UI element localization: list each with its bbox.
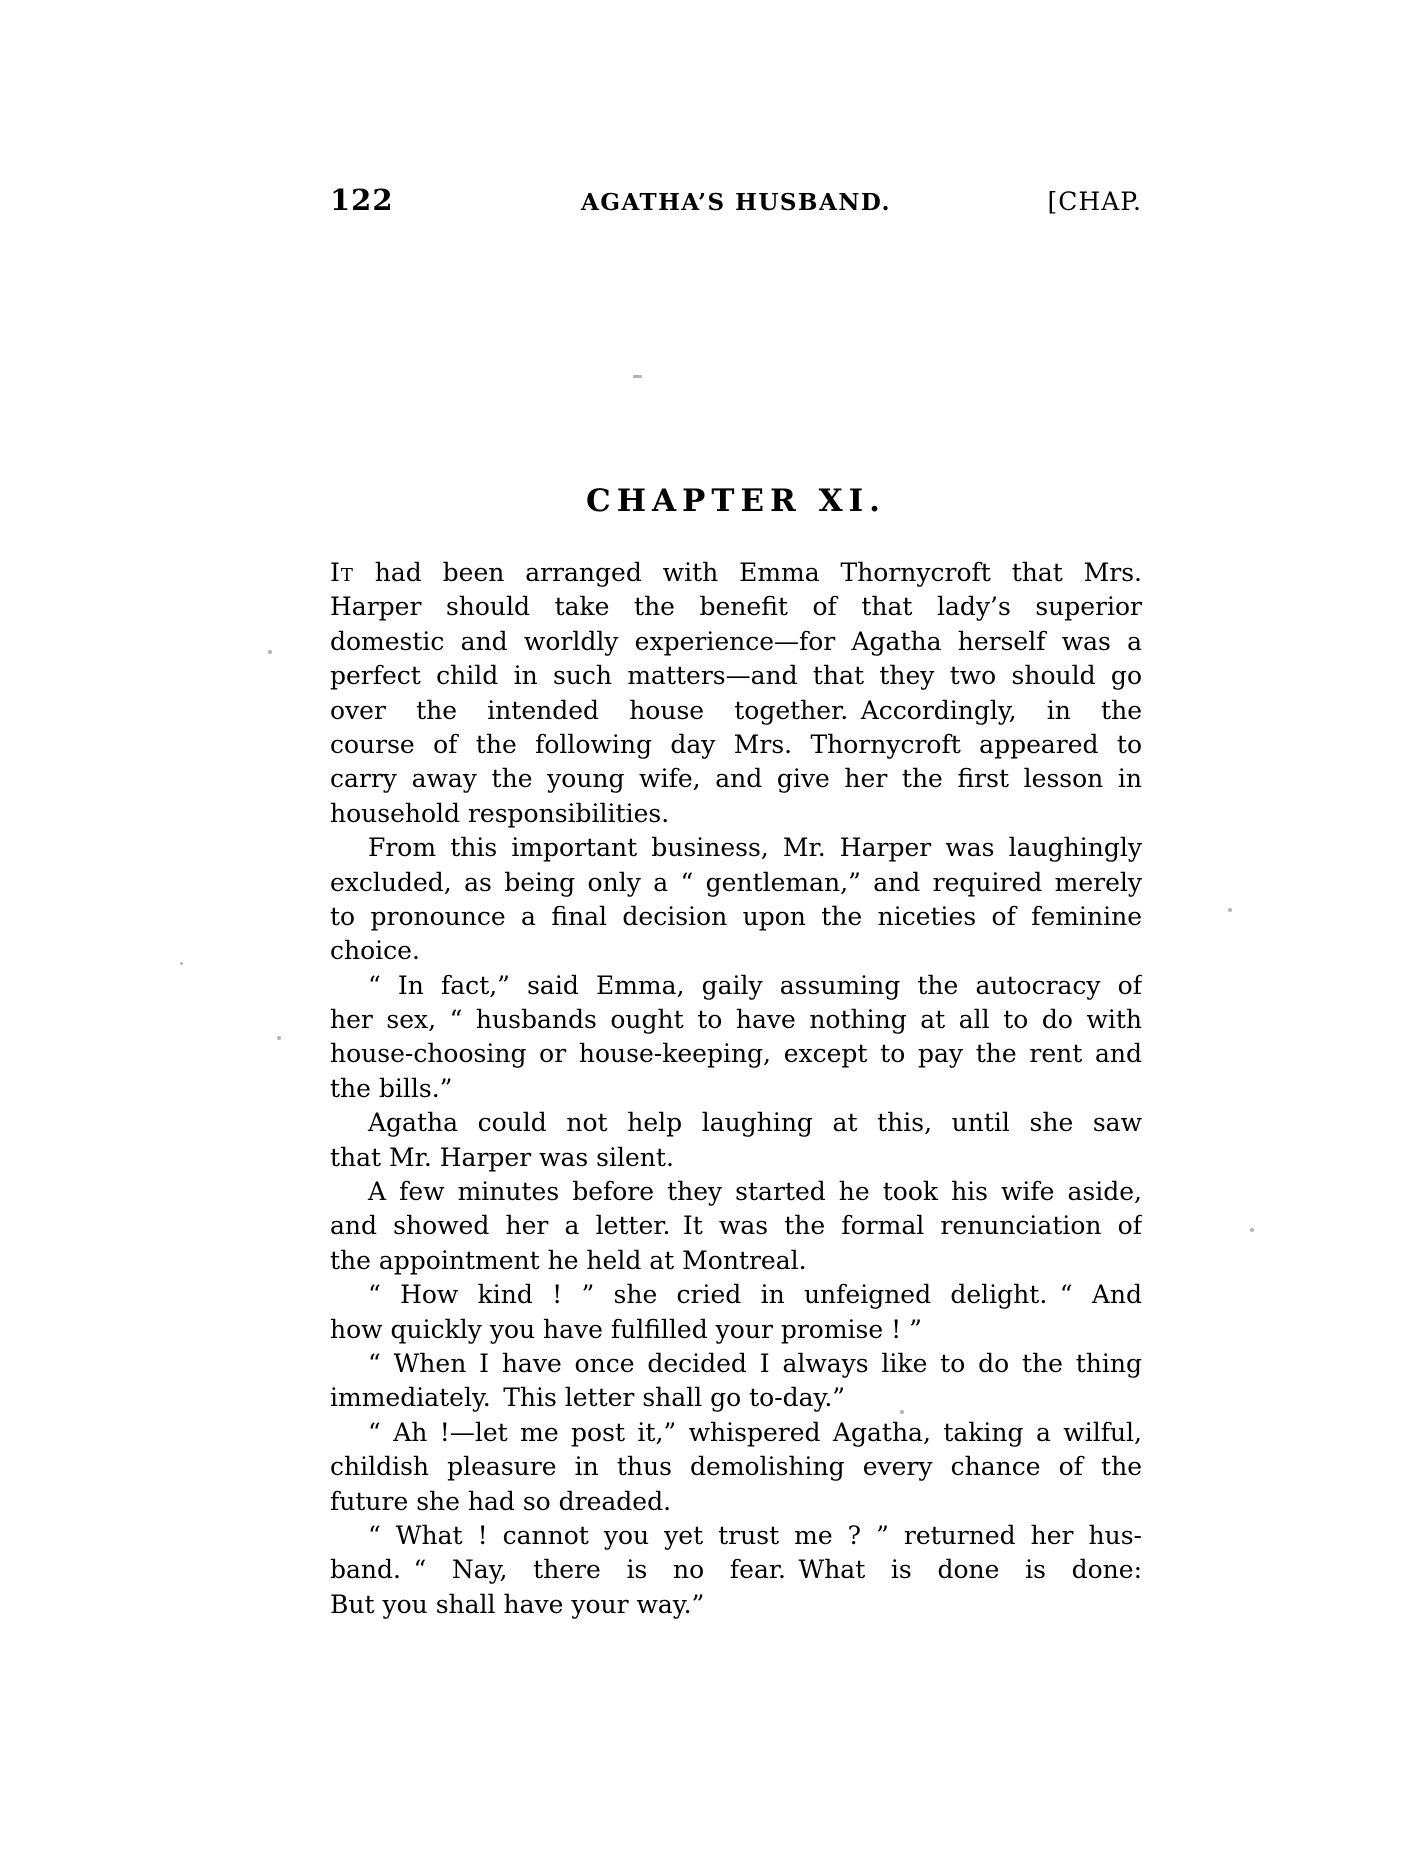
text-line: “ What ! cannot you yet trust me ? ” returned her hus- bbox=[368, 1520, 1142, 1550]
text-line: band. “ Nay, there is no fear. What is done is done: bbox=[330, 1555, 1142, 1585]
lead-word: It bbox=[330, 558, 354, 587]
text-line: and showed her a letter. It was the formal renunciation of bbox=[330, 1211, 1142, 1241]
running-title: AGATHA’S HUSBAND. bbox=[580, 189, 891, 216]
text-line: her sex, “ husbands ought to have nothing at all to do with bbox=[330, 1005, 1142, 1035]
paragraph bbox=[330, 1175, 1142, 1278]
text-line: immediately. This letter shall go to-day.” bbox=[330, 1383, 846, 1413]
text-line: house-choosing or house-keeping, except to pay the rent and bbox=[330, 1039, 1142, 1069]
scan-artifact bbox=[633, 375, 642, 378]
text-line bbox=[330, 556, 1142, 590]
text-line: course of the following day Mrs. Thornycroft appeared to bbox=[330, 729, 1142, 759]
text-line: that Mr. Harper was silent. bbox=[330, 1142, 674, 1172]
text-line: “ How kind ! ” she cried in unfeigned delight. “ And bbox=[368, 1280, 1142, 1310]
page-number: 122 bbox=[330, 183, 394, 217]
text-line: how quickly you have fulfilled your promise ! ” bbox=[330, 1314, 922, 1344]
running-header bbox=[330, 183, 1142, 217]
scan-artifact bbox=[268, 650, 272, 654]
text-line: “ When I have once decided I always like to do the thing bbox=[368, 1348, 1142, 1378]
text-line: domestic and worldly experience—for Agatha herself was a bbox=[330, 626, 1142, 656]
scan-artifact bbox=[900, 1410, 904, 1414]
text-line: perfect child in such matters—and that they two should go bbox=[330, 661, 1142, 691]
text-line: the appointment he held at Montreal. bbox=[330, 1245, 807, 1275]
text-line: to pronounce a final decision upon the niceties of feminine bbox=[330, 901, 1142, 931]
scan-artifact bbox=[1228, 908, 1232, 912]
paragraph bbox=[330, 1106, 1142, 1175]
paragraph bbox=[330, 556, 1142, 831]
text-line: household responsibilities. bbox=[330, 798, 670, 828]
line-text: had been arranged with Emma Thornycroft that Mrs. bbox=[374, 558, 1142, 587]
text-line: choice. bbox=[330, 936, 420, 966]
paragraph bbox=[330, 1416, 1142, 1519]
text-line: Harper should take the benefit of that lady’s superior bbox=[330, 592, 1142, 622]
scan-artifact bbox=[277, 1036, 281, 1040]
paragraph bbox=[330, 831, 1142, 969]
text-line: the bills.” bbox=[330, 1073, 453, 1103]
text-line: excluded, as being only a “ gentleman,” and required merely bbox=[330, 867, 1142, 897]
paragraph bbox=[330, 1519, 1142, 1622]
text-line: future she had so dreaded. bbox=[330, 1486, 672, 1516]
text-line: over the intended house together. Accordingly, in the bbox=[330, 695, 1142, 725]
paragraph bbox=[330, 1347, 1142, 1416]
paragraph bbox=[330, 969, 1142, 1107]
text-line: But you shall have your way.” bbox=[330, 1589, 705, 1619]
chapter-heading: CHAPTER XI. bbox=[586, 483, 886, 519]
text-line: “ Ah !—let me post it,” whispered Agatha, taking a wilful, bbox=[368, 1417, 1142, 1447]
text-line: carry away the young wife, and give her the first lesson in bbox=[330, 764, 1142, 794]
scan-artifact bbox=[180, 962, 183, 965]
text-line: From this important business, Mr. Harper was laughingly bbox=[368, 833, 1142, 863]
text-line: A few minutes before they started he took his wife aside, bbox=[368, 1177, 1142, 1207]
text-line: childish pleasure in thus demolishing every chance of the bbox=[330, 1452, 1142, 1482]
chapter-corner-label: [CHAP. bbox=[1047, 187, 1142, 216]
text-line: “ In fact,” said Emma, gaily assuming the autocracy of bbox=[368, 970, 1142, 1000]
body-text bbox=[330, 556, 1142, 1622]
scan-artifact bbox=[1250, 1228, 1254, 1232]
text-line: Agatha could not help laughing at this, until she saw bbox=[368, 1108, 1142, 1138]
paragraph bbox=[330, 1278, 1142, 1347]
